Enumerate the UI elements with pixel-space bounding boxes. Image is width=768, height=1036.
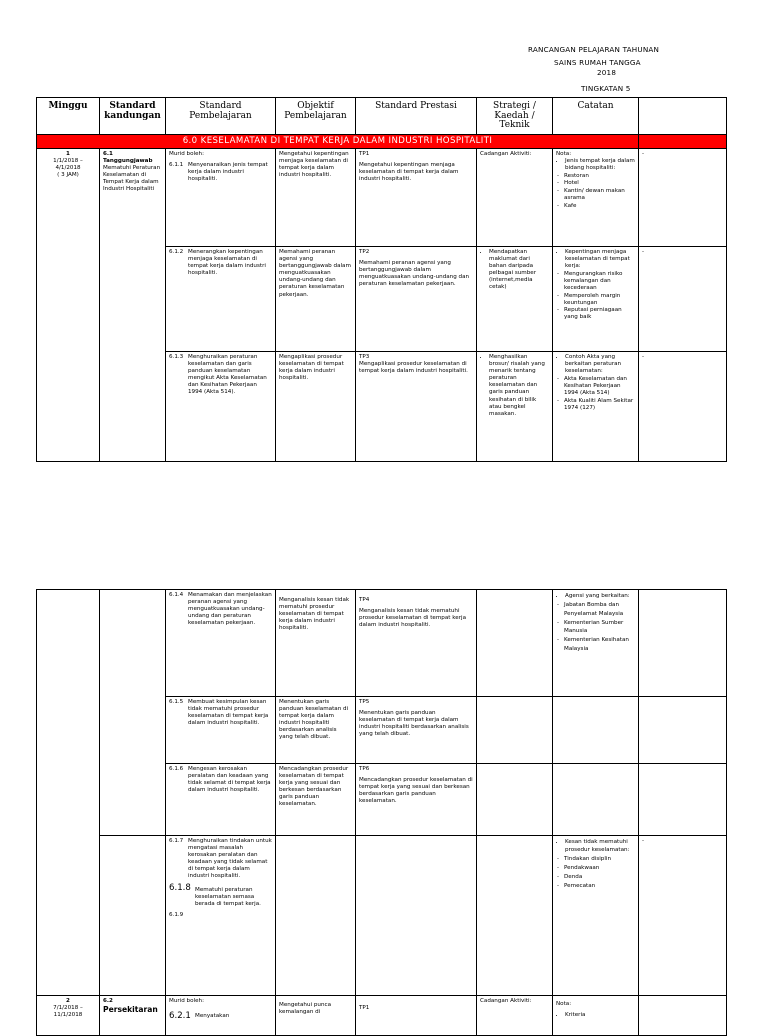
extra-cell-617: - [639, 836, 727, 996]
catatan-bullet: • Kriteria [565, 1012, 635, 1019]
objektif-cell-617 [276, 836, 356, 996]
lesson-plan-table-2 [36, 589, 727, 1036]
doc-header-line3: 2018 [597, 68, 617, 77]
sp-cell-615 [166, 697, 276, 764]
sk-title: Tanggungjawab [103, 158, 153, 165]
col-extra [639, 98, 727, 135]
catatan-heading: Nota: [556, 1001, 572, 1007]
tp-text: Menganalisis kesan tidak mematuhi prosedur keselamatan di tempat kerja dalam industri hospitaliti. [359, 608, 466, 629]
sp-number: 6.1.4 [169, 592, 184, 598]
tp-label: TP5 [359, 699, 370, 705]
strategi-item: • Mendapatkan maklumat dari bahan daripada pelbagai sumber (internet,media cetak) [489, 249, 549, 292]
sp-cell-616 [166, 764, 276, 836]
section-title: 6.0 KESELAMATAN DI TEMPAT KERJA DALAM INDUSTRI HOSPITALITI [37, 135, 639, 149]
col-standard-prestasi: Standard Prestasi [356, 98, 477, 135]
sp-cell-617 [166, 836, 276, 996]
catatan-cell-617 [553, 836, 639, 996]
catatan-bullet: • Kepentingan menjaga keselamatan di tempat kerja: [565, 249, 635, 270]
extra-cell-621 [639, 996, 727, 1036]
catatan-bullet: • Kesan tidak mematuhi prosedur keselamatan: [565, 838, 635, 855]
sp-text: Mematuhi peraturan keselamatan semasa berada di tempat kerja. [195, 886, 261, 907]
catatan-cell-613 [553, 352, 639, 462]
catatan-heading: Nota: [556, 151, 572, 157]
tp-text: Menentukan garis panduan keselamatan di tempat kerja dalam industri hospitaliti berdasarkan analisis yang telah dibuat. [359, 710, 469, 738]
col-standard-kandungan: Standard kandungan [100, 98, 166, 135]
prestasi-cell-614 [356, 590, 477, 697]
extra-cell-612: - [639, 247, 727, 352]
strategi-cell-615 [477, 697, 553, 764]
prestasi-cell-616 [356, 764, 477, 836]
col-standard-pembelajaran: Standard Pembelajaran [166, 98, 276, 135]
objektif-cell-612: Memahami peranan agensi yang bertanggungjawab dalam menguatkuasakan undang-undang dan peraturan keselamatan pekerjaan. [276, 247, 356, 352]
sp-cell-613 [166, 352, 276, 462]
catatan-item: - Kementerian Kesihatan Malaysia [564, 636, 635, 653]
sk-number: 6.1 [103, 151, 113, 157]
catatan-item: - Restoran [564, 173, 635, 180]
col-catatan: Catatan [553, 98, 639, 135]
catatan-item: - Kementerian Sumber Manusia [564, 619, 635, 636]
sp-number: 6.1.3 [169, 354, 184, 360]
catatan-item: - Pendakwaan [564, 864, 635, 872]
sp-text: Menghuraikan peraturan keselamatan dan garis panduan keselamatan mengikut Akta Keselamatan dan Kesihatan Pekerjaan 1994 (Akta 514). [188, 354, 267, 396]
catatan-item: - Denda [564, 873, 635, 881]
sk-title: Persekitaran [103, 1005, 158, 1015]
sp-text: Menyenaraikan jenis tempat kerja dalam industri hospitaliti. [188, 162, 268, 183]
sp-number: 6.1.6 [169, 766, 184, 772]
sp-number: 6.1.2 [169, 249, 184, 255]
catatan-item: - Akta Keselamatan dan Kesihatan Pekerjaan 1994 (Akta 514) [564, 376, 635, 397]
prestasi-cell-621: TP1 [356, 996, 477, 1036]
objektif-cell-611: Mengetahui kepentingan menjaga keselamatan di tempat kerja dalam industri hospitaliti. [276, 149, 356, 247]
catatan-cell-614 [553, 590, 639, 697]
sk-description: Mematuhi Peraturan Keselamatan di Tempat Kerja dalam Industri Hospitaliti [103, 165, 161, 193]
strategi-cell-614 [477, 590, 553, 697]
week-2-number: 2 [66, 998, 70, 1004]
extra-cell-615 [639, 697, 727, 764]
table2-kandungan-cell-2 [100, 836, 166, 996]
week-2-cell [37, 996, 100, 1036]
catatan-cell-612 [553, 247, 639, 352]
week-1-kandungan [100, 149, 166, 462]
catatan-item: - Kantin/ dewan makan asrama [564, 188, 635, 202]
week-1-dates: 1/1/2018 – 4/1/2018 [53, 158, 83, 172]
sp-cell-614 [166, 590, 276, 697]
sp-intro: Murid boleh: [169, 151, 204, 157]
tp-label: TP4 [359, 597, 370, 603]
sp-number: 6.1.9 [169, 911, 184, 918]
col-objektif: Objektif Pembelajaran [276, 98, 356, 135]
strategi-cell-617 [477, 836, 553, 996]
tp-text: Mencadangkan prosedur keselamatan di tempat kerja yang sesuai dan berkesan berdasarkan garis panduan keselamatan. [359, 777, 473, 805]
table2-kandungan-cell [100, 590, 166, 836]
sp-number: 6.1.1 [169, 162, 184, 169]
strategi-cell-613 [477, 352, 553, 462]
week-1-hours: ( 3 JAM) [57, 172, 79, 179]
strategi-cell-612 [477, 247, 553, 352]
sk-number: 6.2 [103, 998, 113, 1004]
strategi-cell-621: Cadangan Aktiviti: [477, 996, 553, 1036]
extra-cell-614 [639, 590, 727, 697]
catatan-item: - Mengurangkan risiko kemalangan dan kecederaan [564, 271, 635, 292]
tp-label: TP3 [359, 354, 370, 360]
tp-text: Mengetahui kepentingan menjaga keselamatan di tempat kerja dalam industri hospitaliti. [359, 162, 459, 183]
extra-cell-613: - [639, 352, 727, 462]
sp-text: Membuat kesimpulan kesan tidak mematuhi prosedur keselamatan di tempat kerja dalam industri hospitaliti. [188, 699, 269, 727]
tp-text: Mengaplikasi prosedur keselamatan di tempat kerja dalam industri hospitaliti. [359, 361, 468, 375]
catatan-item: - Pemecatan [564, 882, 635, 890]
prestasi-cell-615 [356, 697, 477, 764]
week-2-kandungan [100, 996, 166, 1036]
sp-cell-621 [166, 996, 276, 1036]
section-title-extra [639, 135, 727, 149]
tp-text: Memahami peranan agensi yang bertanggungjawab dalam menguatkuasakan undang-undang dan peraturan keselamatan pekerjaan. [359, 260, 470, 288]
sp-text: Mengesan kerosakan peralatan dan keadaan yang tidak selamat di tempat kerja dalam industri hospitaliti. [188, 766, 271, 794]
catatan-item: - Memperoleh margin keuntungan [564, 293, 635, 307]
objektif-cell-615: Menentukan garis panduan keselamatan di tempat kerja dalam industri hospitaliti berdasarkan analisis yang telah dibuat. [276, 697, 356, 764]
week-1-number: 1 [66, 151, 70, 157]
extra-cell-611: - [639, 149, 727, 247]
catatan-item: - Tindakan disiplin [564, 855, 635, 863]
sp-text: Menerangkan kepentingan menjaga keselamatan di tempat kerja dalam industri hospitaliti. [188, 249, 266, 277]
sp-cell-612 [166, 247, 276, 352]
sp-cell-611 [166, 149, 276, 247]
catatan-cell-621 [553, 996, 639, 1036]
table2-minggu-cell [37, 590, 100, 996]
tp-label: TP2 [359, 249, 370, 255]
doc-header-line1: RANCANGAN PELAJARAN TAHUNAN [528, 45, 660, 54]
prestasi-cell-613 [356, 352, 477, 462]
week-1-cell [37, 149, 100, 462]
sp-text: Menamakan dan menjelaskan peranan agensi yang menguatkuasakan undang-undang dan peraturan keselamatan pekerjaan. [188, 592, 272, 627]
sp-number: 6.1.8 [169, 882, 191, 893]
extra-cell-616 [639, 764, 727, 836]
objektif-cell-616: Mencadangkan prosedur keselamatan di tempat kerja yang sesuai dan berkesan berdasarkan garis panduan keselamatan. [276, 764, 356, 836]
objektif-cell-613: Mengaplikasi prosedur keselamatan di tempat kerja dalam industri hospitaliti. [276, 352, 356, 462]
catatan-item: - Kafe [564, 203, 635, 210]
objektif-cell-614: Menganalisis kesan tidak mematuhi prosedur keselamatan di tempat kerja dalam industri hospitaliti. [276, 590, 356, 697]
catatan-item: - Akta Kualiti Alam Sekitar 1974 (127) [564, 398, 635, 412]
doc-header-line2: SAINS RUMAH TANGGA [554, 58, 641, 67]
sp-number: 6.2.1 [169, 1011, 191, 1022]
sp-intro: Murid boleh: [169, 998, 204, 1004]
catatan-bullet: • Jenis tempat kerja dalam bidang hospitaliti: [565, 158, 635, 172]
col-minggu: Minggu [37, 98, 100, 135]
catatan-cell-615 [553, 697, 639, 764]
doc-header-line4: TINGKATAN 5 [581, 84, 631, 93]
catatan-item: - Hotel [564, 180, 635, 187]
prestasi-cell-611 [356, 149, 477, 247]
catatan-cell-611 [553, 149, 639, 247]
tp-label: TP1 [359, 151, 370, 157]
col-strategi: Strategi / Kaedah / Teknik [477, 98, 553, 135]
sp-number: 6.1.7 [169, 838, 184, 844]
catatan-item: - Jabatan Bomba dan Penyelamat Malaysia [564, 601, 635, 618]
catatan-item: - Reputasi perniagaan yang baik [564, 307, 635, 321]
objektif-cell-621: Mengetahui punca kemalangan di [276, 996, 356, 1036]
strategi-item: • Menghasilkan brosur/ risalah yang menarik tentang peraturan keselamatan dan garis panduan kesihatan di bilik atau bengkel masakan. [489, 354, 549, 418]
catatan-bullet: • Contoh Akta yang berkaitan peraturan keselamatan: [565, 354, 635, 375]
strategi-cell-611: Cadangan Aktiviti: [477, 149, 553, 247]
prestasi-cell-612 [356, 247, 477, 352]
week-2-dates: 7/1/2018 – 11/1/2018 [53, 1005, 83, 1019]
sp-text: Menyatakan [195, 1013, 230, 1020]
sp-number: 6.1.5 [169, 699, 184, 705]
catatan-bullet: • Agensi yang berkaitan: [565, 592, 635, 601]
catatan-cell-616 [553, 764, 639, 836]
tp-label: TP6 [359, 766, 370, 772]
lesson-plan-table-1 [36, 97, 727, 462]
strategi-cell-616 [477, 764, 553, 836]
prestasi-cell-617 [356, 836, 477, 996]
sp-text: Menghuraikan tindakan untuk mengatasi masalah kerosakan peralatan dan keadaan yang tidak selamat di tempat kerja dalam industri hospitaliti. [188, 838, 272, 880]
